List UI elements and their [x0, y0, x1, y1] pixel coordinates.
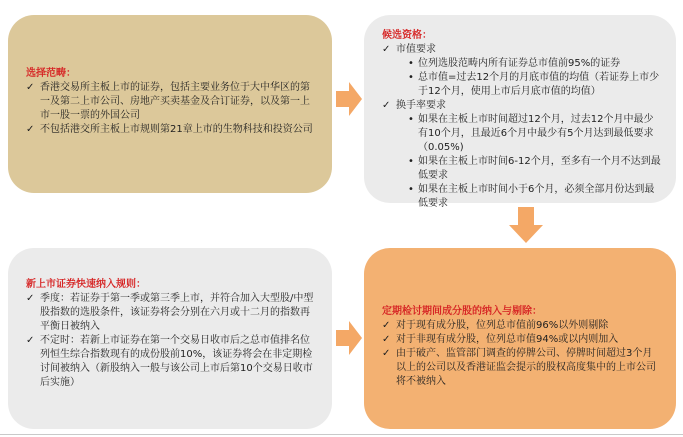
right-arrow-icon — [336, 321, 362, 355]
periodic-review-item — [382, 347, 662, 389]
selection-scope-title: 选择范畴： — [26, 68, 76, 79]
bottom-divider — [0, 434, 683, 435]
periodic-review-title: 定期检讨期间成分股的纳入与剔除： — [382, 306, 542, 317]
requirement-subitem — [382, 57, 662, 71]
requirement-subitem — [382, 71, 662, 99]
turnover-requirement — [382, 99, 662, 211]
periodic-review-item-text: 对于现有成分股，位列总市值前96%以外则剔除 — [396, 320, 609, 331]
check-icon: ✓ — [382, 334, 391, 345]
selection-scope-item-text: 香港交易所主板上市的证券，包括主要业务位于大中华区的第一及第二上市公司、房地产买卖基金及合订证券，以及第一上市一股一票的外国公司 — [40, 82, 310, 121]
periodic-review-box — [364, 248, 676, 429]
check-icon: ✓ — [382, 44, 391, 55]
check-icon: ✓ — [26, 293, 35, 304]
check-icon: ✓ — [26, 124, 35, 135]
fast-entry-rule-item-text: 季度：若证券于第一季或第三季上市，并符合加入大型股/中型股指数的选股条件，该证券将会分别在六月或十二月的指数再平衡日被纳入 — [40, 293, 314, 332]
bullet-icon: • — [408, 184, 414, 195]
down-arrow-icon — [509, 207, 543, 243]
check-icon: ✓ — [26, 82, 35, 93]
requirement-label: 市值要求 — [396, 44, 436, 55]
requirement-subitem — [382, 113, 662, 155]
fast-entry-rule-item — [26, 334, 318, 390]
check-icon: ✓ — [26, 335, 35, 346]
selection-scope-item — [26, 81, 318, 123]
market-cap-requirement — [382, 43, 662, 99]
check-icon: ✓ — [382, 348, 391, 359]
fast-entry-rule-list — [26, 292, 318, 390]
check-icon: ✓ — [382, 100, 391, 111]
selection-scope-box — [8, 15, 332, 193]
periodic-review-item-text: 对于非现有成分股，位列总市值94%或以内则加入 — [396, 334, 619, 345]
fast-entry-rule-item-text: 不定时：若新上市证券在第一个交易日收市后之总市值排名位列恒生综合指数现有的成份股前10%，该证券将会在非定期检讨间被纳入（新股纳入一般与该公司上市后第10个交易日收市后实施） — [40, 335, 313, 388]
selection-scope-item-text: 不包括港交所主板上市规则第21章上市的生物科技和投资公司 — [40, 124, 313, 135]
fast-entry-rule-title: 新上市证券快速纳入规则： — [26, 279, 146, 290]
candidate-eligibility-box — [364, 15, 676, 209]
requirement-subitem-text: 如果在主板上市时间超过12个月，过去12个月中最少有10个月，且最近6个月中最少有5个月达到最低要求（0.05%) — [418, 114, 654, 153]
selection-scope-item — [26, 123, 318, 137]
candidate-eligibility-title: 候选资格： — [382, 30, 432, 41]
bullet-icon: • — [408, 72, 414, 83]
fast-entry-rule-item — [26, 292, 318, 334]
candidate-eligibility-list — [382, 43, 662, 211]
periodic-review-item — [382, 333, 662, 347]
selection-scope-list — [26, 81, 318, 137]
periodic-review-item-text: 由于破产、监管部门调查的停牌公司、停牌时间超过3个月以上的公司以及香港证监会提示的股权高度集中的上市公司将不被纳入 — [396, 348, 656, 387]
periodic-review-list — [382, 319, 662, 389]
requirement-label: 换手率要求 — [396, 100, 446, 111]
requirement-subitem-text: 如果在主板上市时间6-12个月，至多有一个月不达到最低要求 — [418, 156, 661, 181]
requirement-subitem-text: 位列选股范畴内所有证券总市值前95%的证券 — [418, 58, 621, 69]
requirement-subitem-text: 总市值=过去12个月的月底市值的均值（若证券上市少于12个月，使用上市后月底市值的均值） — [418, 72, 660, 97]
bullet-icon: • — [408, 156, 414, 167]
periodic-review-item — [382, 319, 662, 333]
requirement-subitem — [382, 155, 662, 183]
requirement-subitem-text: 如果在主板上市时间小于6个月，必须全部月份达到最低要求 — [418, 184, 655, 209]
bullet-icon: • — [408, 58, 414, 69]
bullet-icon: • — [408, 114, 414, 125]
fast-entry-rule-box — [8, 248, 332, 429]
right-arrow-icon — [336, 82, 362, 116]
check-icon: ✓ — [382, 320, 391, 331]
